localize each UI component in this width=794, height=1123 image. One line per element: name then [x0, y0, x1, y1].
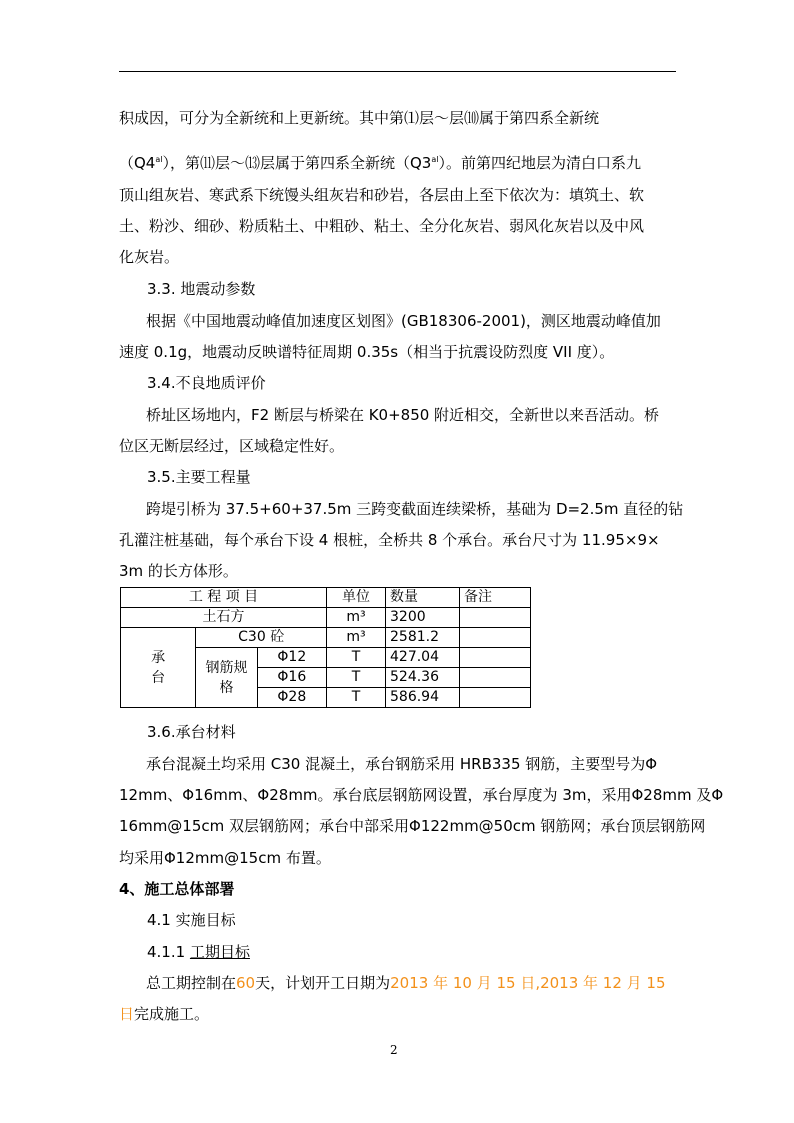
paragraph-line: 12mm、Φ16mm、Φ28mm。承台底层钢筋网设置，承台厚度为 3m，采用Φ28mm 及Φ	[119, 786, 724, 804]
section-heading-4: 4、施工总体部署	[119, 880, 235, 898]
paragraph-line: 承台混凝土均采用 C30 混凝土，承台钢筋采用 HRB335 钢筋，主要型号为Φ	[146, 755, 658, 773]
rebar-unit: T	[327, 668, 386, 688]
earth-unit: m³	[327, 608, 386, 628]
section-heading-4-1: 4.1 实施目标	[147, 911, 236, 929]
paragraph-line: $(Q4^{al})$，第⑾层～⒀层属于第四系全新统$(Q3^{al})$。前第四纪地层为清白口系九	[119, 154, 641, 172]
concrete-unit: m³	[327, 628, 386, 648]
rebar-note	[460, 668, 531, 688]
paragraph-line: 积成因，可分为全新统和上更新统。其中第⑴层～层⑽属于第四系全新统	[119, 109, 600, 127]
paragraph-line: 均采用Φ12mm@15cm 布置。	[119, 849, 331, 867]
concrete-name: C30 砼	[196, 628, 327, 648]
section-heading-3-3: 3.3. 地震动参数	[147, 280, 256, 298]
paragraph-line: 土、粉沙、细砂、粉质粘土、中粗砂、粘土、全分化灰岩、弱风化灰岩以及中风	[119, 217, 645, 235]
rebar-spec: Φ28	[257, 688, 326, 708]
paragraph-line: 速度 0.1g，地震动反映谱特征周期 0.35s（相当于抗震设防烈度 VII 度）。	[119, 343, 615, 361]
quantity-table	[120, 587, 531, 708]
paragraph-line: 根据《中国地震动峰值加速度区划图》(GB18306-2001)，测区地震动峰值加	[146, 312, 661, 330]
rebar-qty: 586.94	[386, 688, 460, 708]
header-unit: 单位	[327, 588, 386, 608]
earth-qty: 3200	[386, 608, 460, 628]
group-cap-label: 承 台	[121, 628, 196, 708]
paragraph-line: 化灰岩。	[119, 248, 180, 266]
paragraph-line: 桥址区场地内，F2 断层与桥梁在 K0+850 附近相交，全新世以来吾活动。桥	[146, 406, 660, 424]
paragraph-line: 日完成施工。	[119, 1005, 210, 1023]
rebar-unit: T	[327, 688, 386, 708]
rebar-unit: T	[327, 648, 386, 668]
paragraph-line: 孔灌注桩基础，每个承台下设 4 根桩，全桥共 8 个承台。承台尺寸为 11.95×9×	[119, 531, 660, 549]
paragraph-line: 16mm@15cm 双层钢筋网；承台中部采用Φ122mm@50cm 钢筋网；承台顶层钢筋网	[119, 817, 706, 835]
earth-name: 土石方	[121, 608, 327, 628]
rebar-spec: Φ16	[257, 668, 326, 688]
section-heading-4-1-1: 4.1.1 工期目标	[147, 943, 250, 961]
rebar-qty: 427.04	[386, 648, 460, 668]
header-note: 备注	[460, 588, 531, 608]
table-header-row	[121, 588, 531, 608]
section-heading-3-6: 3.6.承台材料	[147, 723, 236, 741]
rebar-label: 钢筋规 格	[196, 648, 257, 708]
paragraph-line: 跨堤引桥为 37.5+60+37.5m 三跨变截面连续梁桥，基础为 D=2.5m 直径的钻	[146, 500, 684, 518]
header-qty: 数量	[386, 588, 460, 608]
table-row	[121, 608, 531, 628]
header-rule	[119, 71, 676, 72]
paragraph-line: 位区无断层经过，区域稳定性好。	[119, 437, 345, 455]
rebar-qty: 524.36	[386, 668, 460, 688]
section-heading-3-5: 3.5.主要工程量	[147, 468, 251, 486]
paragraph-line: 3m 的长方体形。	[119, 562, 238, 580]
section-heading-3-4: 3.4.不良地质评价	[147, 374, 266, 392]
page-number: 2	[390, 1043, 398, 1057]
concrete-note	[460, 628, 531, 648]
header-item: 工 程 项 目	[121, 588, 327, 608]
rebar-spec: Φ12	[257, 648, 326, 668]
rebar-note	[460, 648, 531, 668]
table-row	[121, 628, 531, 648]
rebar-note	[460, 688, 531, 708]
paragraph-line: 顶山组灰岩、寒武系下统馒头组灰岩和砂岩，各层由上至下依次为：填筑土、软	[119, 186, 645, 204]
concrete-qty: 2581.2	[386, 628, 460, 648]
paragraph-line: 总工期控制在60天，计划开工日期为2013 年 10 月 15 日,2013 年 12 月 15	[146, 974, 666, 992]
earth-note	[460, 608, 531, 628]
